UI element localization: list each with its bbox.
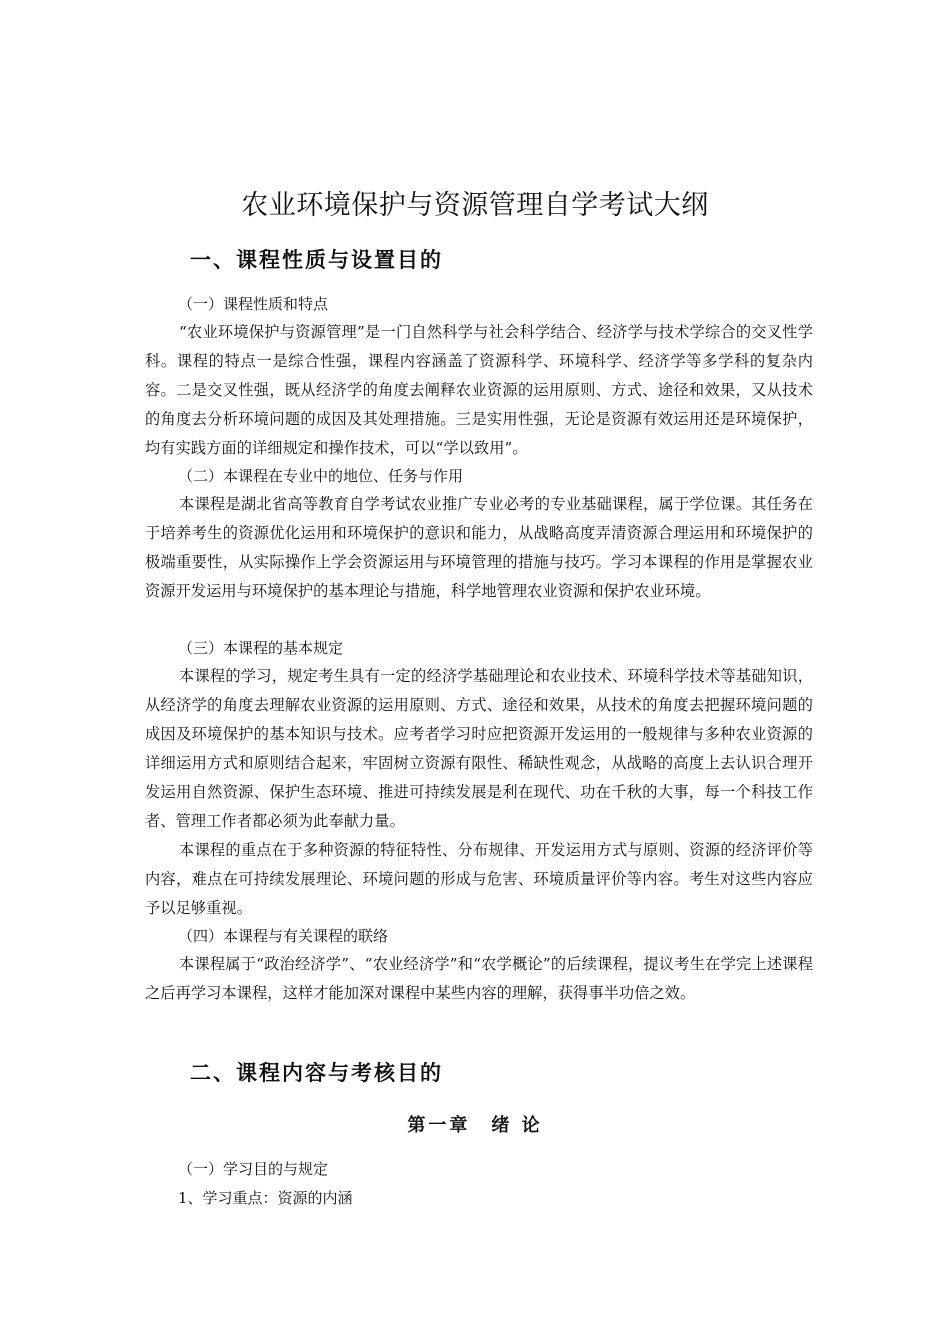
section-1-sub-2-heading: （二）本课程在专业中的地位、任务与作用 — [178, 467, 464, 485]
document-title: 农业环境保护与资源管理自学考试大纲 — [241, 190, 709, 221]
section-1-sub-3-paragraph-1: 本课程的学习，规定考生具有一定的经济学基础理论和农业技术、环境科学技术等基础知识，从经济学的角度去理解农业资源的运用原则、方式、途径和效果，从技术的角度去把握环境问题的成因及环境保护的基本知识与技术。应考者学习时应把资源开发运用的一般规律与多种农业资源的详细运用方式和原则结合起来，牢固树立资源有限性、稀缺性观念，从战略的高度上去认识合理开发运用自然资源、保护生态环境、推进可持续发展是利在现代、功在千秋的大事，每一个科技工作者、管理工作者都必须为此奉献力量。 — [145, 667, 813, 830]
chapter-1-heading: 第一章 绪 论 — [407, 1115, 543, 1136]
section-1-heading: 一、课程性质与设置目的 — [190, 248, 443, 272]
section-1-sub-3-heading: （三）本课程的基本规定 — [178, 639, 344, 657]
section-1-sub-1-paragraph: “农业环境保护与资源管理”是一门自然科学与社会科学结合、经济学与技术学综合的交叉性学科。课程的特点一是综合性强，课程内容涵盖了资源科学、环境科学、经济学等多学科的复杂内容。二是交叉性强，既从经济学的角度去阐释农业资源的运用原则、方式、途径和效果，又从技术的角度去分析环境问题的成因及其处理措施。三是实用性强，无论是资源有效运用还是环境保护，均有实践方面的详细规定和操作技术，可以“学以致用”。 — [145, 323, 813, 457]
section-1-sub-4-heading: （四）本课程与有关课程的联络 — [178, 927, 389, 945]
section-1-sub-2-paragraph: 本课程是湖北省高等教育自学考试农业推广专业必考的专业基础课程，属于学位课。其任务在于培养考生的资源优化运用和环境保护的意识和能力，从战略高度弄清资源合理运用和环境保护的极端重要性，从实际操作上学会资源运用与环境管理的措施与技巧。学习本课程的作用是掌握农业资源开发运用与环境保护的基本理论与措施，科学地管理农业资源和保护农业环境。 — [145, 495, 813, 600]
section-2-heading: 二、课程内容与考核目的 — [190, 1061, 443, 1085]
chapter-1-sub-1-heading: （一）学习目的与规定 — [178, 1160, 329, 1178]
chapter-1-list-item-1: 1、学习重点：资源的内涵 — [178, 1189, 353, 1207]
section-1-sub-1-heading: （一）课程性质和特点 — [178, 295, 329, 313]
section-1-sub-3-paragraph-2: 本课程的重点在于多种资源的特征特性、分布规律、开发运用方式与原则、资源的经济评价等内容，难点在可持续发展理论、环境问题的形成与危害、环境质量评价等内容。考生对这些内容应予以足够重视。 — [145, 841, 813, 917]
section-1-sub-4-paragraph: 本课程属于“政治经济学”、“农业经济学”和“农学概论”的后续课程，提议考生在学完上述课程之后再学习本课程，这样才能加深对课程中某些内容的理解，获得事半功倍之效。 — [145, 955, 813, 1002]
